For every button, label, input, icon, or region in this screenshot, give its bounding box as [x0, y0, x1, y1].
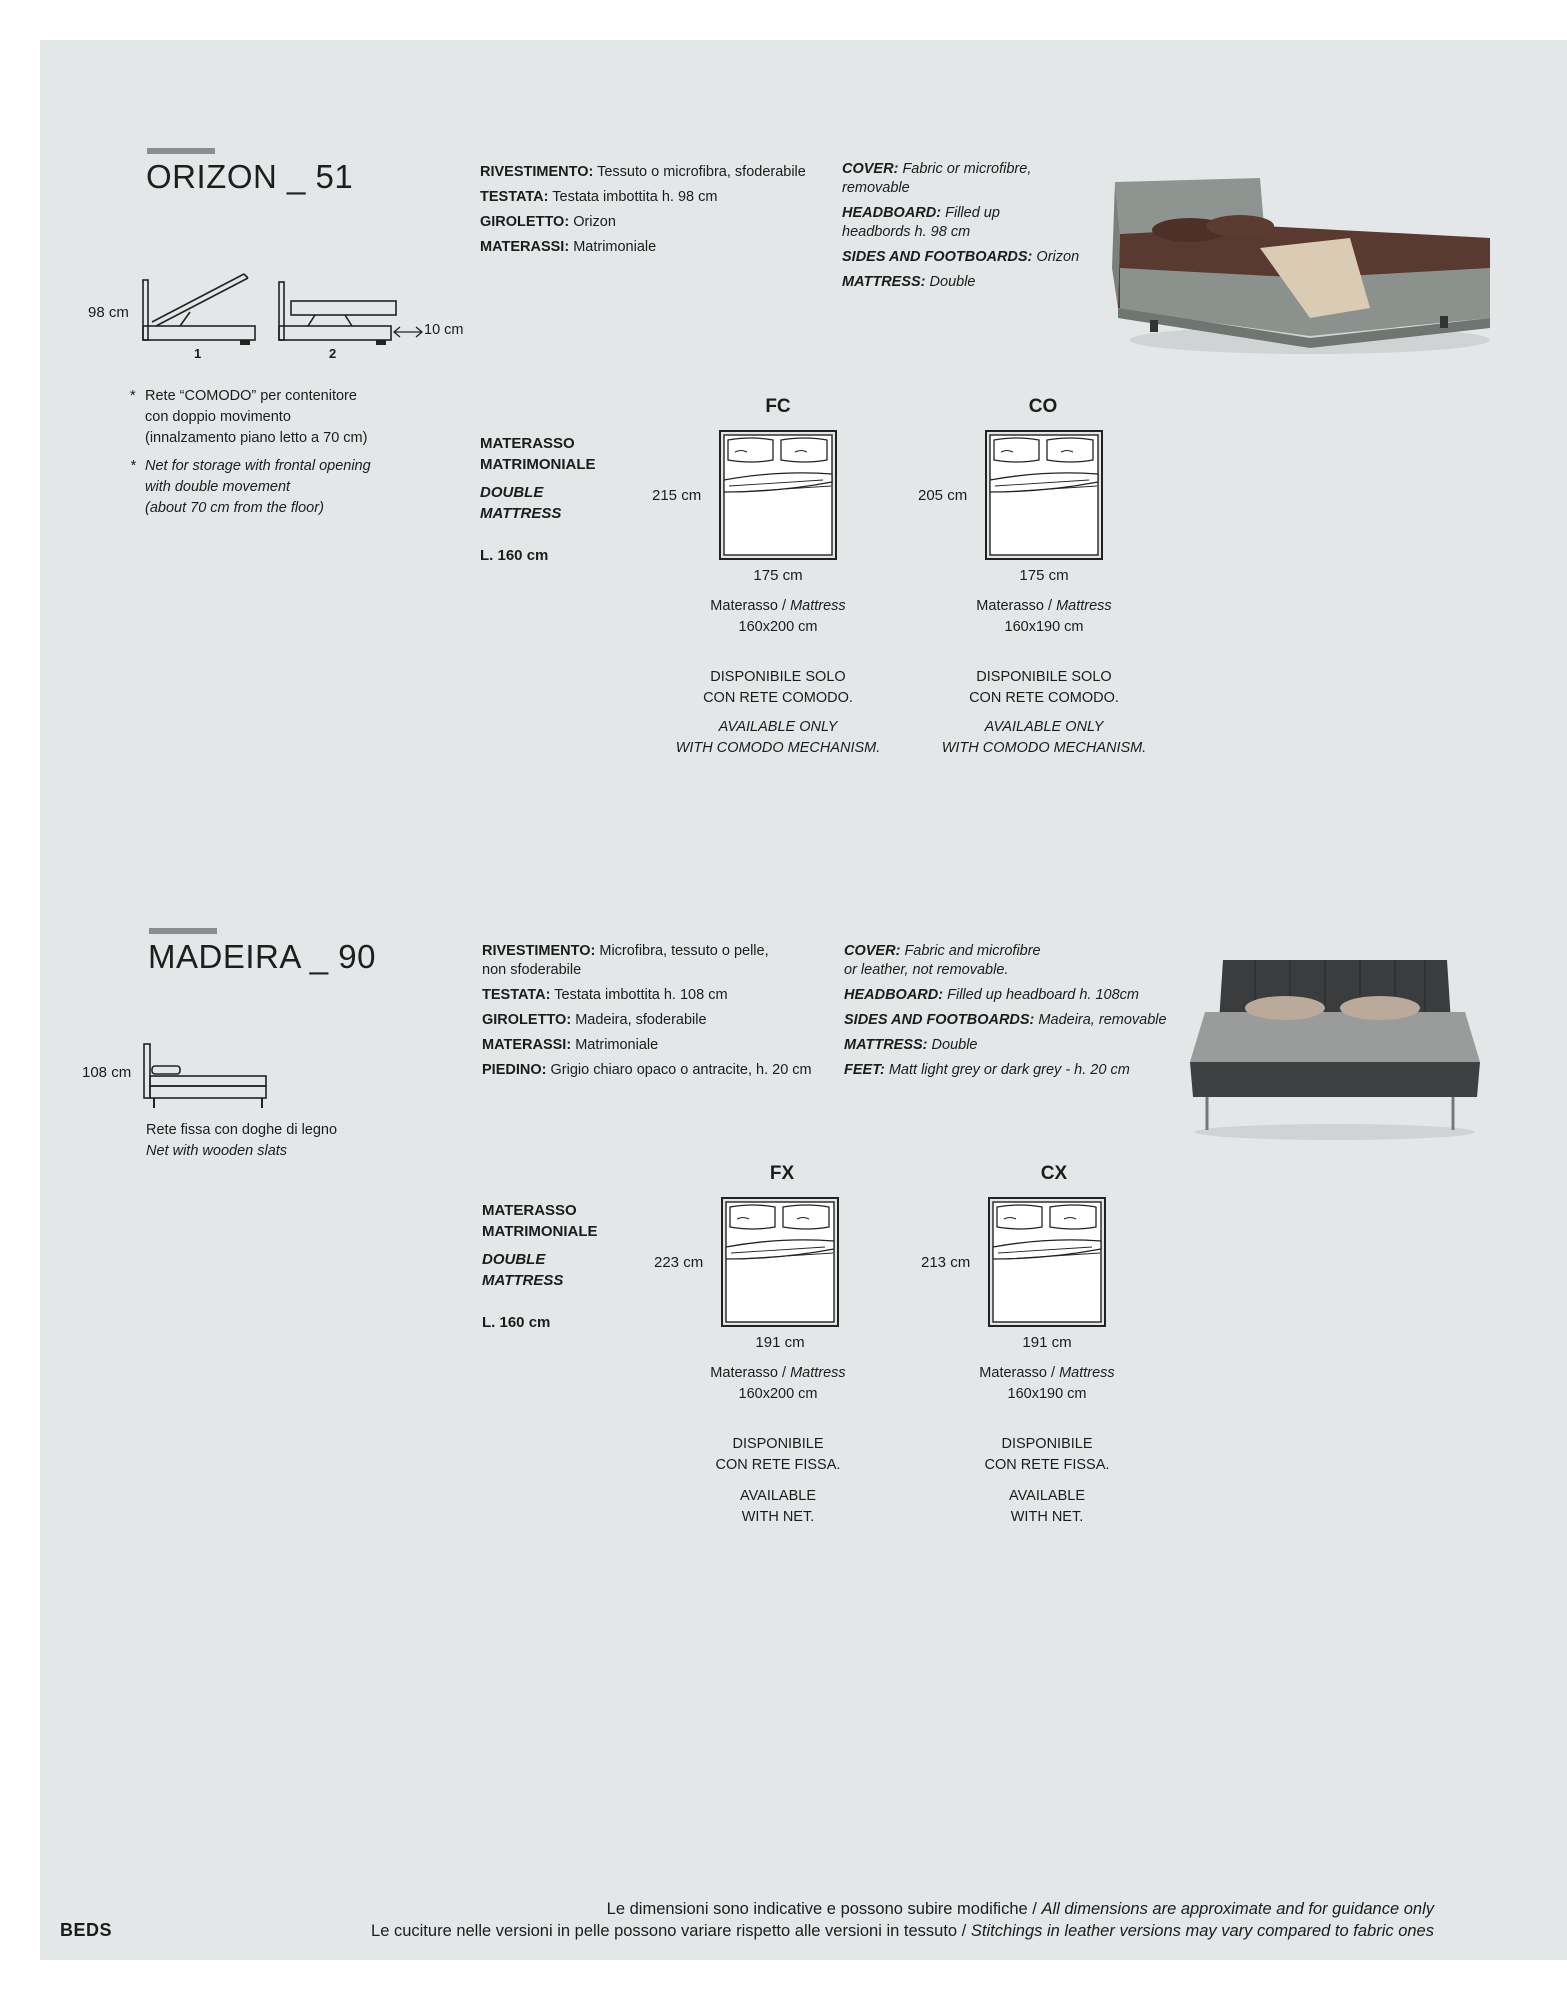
variant-width: 175 cm	[753, 567, 803, 584]
specs-english: COVER: Fabric or microfibre, removable HEADBOARD: Filled up headbords h. 98 cm SIDES AND FOOTBOARDS: Orizon MATTRESS: Double	[842, 161, 1080, 290]
diagram-step-2: 2	[329, 346, 337, 361]
variant-availability-it: DISPONIBILE CON RETE FISSA.	[984, 1436, 1110, 1473]
note-star: *	[130, 458, 136, 474]
variant-mattress-size: Materasso / Mattress 160x190 cm	[979, 1365, 1115, 1402]
variant-code: CO	[1028, 396, 1058, 417]
variant-availability-en: AVAILABLE ONLY WITH COMODO MECHANISM.	[675, 719, 881, 756]
mattress-type-en: DOUBLE MATTRESS	[482, 1251, 564, 1289]
variant-width: 191 cm	[1022, 1334, 1072, 1351]
bed-plan-diagram	[719, 430, 837, 560]
specs-english: COVER: Fabric and microfibre or leather, not removable. HEADBOARD: Filled up headboard h. 108cm SIDES AND FOOTBOARDS: Madeira, removable MATTRESS: Double FEET: Matt light grey or dark grey - h. 20 cm	[844, 943, 1167, 1078]
variant-availability-en: AVAILABLE ONLY WITH COMODO MECHANISM.	[941, 719, 1147, 756]
variant-mattress-size: Materasso / Mattress 160x190 cm	[976, 598, 1112, 635]
mattress-type-en: DOUBLE MATTRESS	[480, 484, 562, 522]
variant-code: FX	[769, 1163, 795, 1184]
variant-length: 215 cm	[652, 487, 702, 504]
variant-mattress-size: Materasso / Mattress 160x200 cm	[710, 1365, 846, 1402]
variant-mattress-size: Materasso / Mattress 160x200 cm	[710, 598, 846, 635]
headboard-height-label: 98 cm	[88, 304, 129, 321]
specs-italian: RIVESTIMENTO: Microfibra, tessuto o pelle, non sfoderabile TESTATA: Testata imbottita h. 108 cm GIROLETTO: Madeira, sfoderabile MATERASSI: Matrimoniale PIEDINO: Grigio chiaro opaco o antracite, h. 20 cm	[482, 943, 812, 1078]
diagram-step-1: 1	[194, 346, 202, 361]
section-accent-bar	[149, 928, 217, 934]
mattress-width: L. 160 cm	[480, 547, 549, 564]
bed-plan-diagram	[988, 1197, 1106, 1327]
variant-availability-en: AVAILABLE WITH NET.	[739, 1488, 817, 1525]
section-label: BEDS	[60, 1920, 113, 1940]
variant-length: 205 cm	[918, 487, 968, 504]
product-title-madeira: MADEIRA _ 90	[148, 938, 376, 975]
bed-plan-diagram	[721, 1197, 839, 1327]
mattress-type-it: MATERASSO MATRIMONIALE	[482, 1202, 598, 1240]
net-note-it: Rete fissa con doghe di legno	[146, 1122, 338, 1138]
section-accent-bar	[147, 148, 215, 154]
note-star: *	[130, 388, 136, 404]
variant-width: 191 cm	[755, 1334, 805, 1351]
variant-code: CX	[1040, 1163, 1068, 1184]
specs-italian: RIVESTIMENTO: Tessuto o microfibra, sfoderabile TESTATA: Testata imbottita h. 98 cm GIROLETTO: Orizon MATERASSI: Matrimoniale	[480, 164, 806, 255]
mattress-type-it: MATERASSO MATRIMONIALE	[480, 435, 596, 473]
opening-extra-depth-label: 10 cm	[424, 322, 464, 338]
variant-availability-it: DISPONIBILE SOLO CON RETE COMODO.	[703, 669, 853, 706]
variant-length: 223 cm	[654, 1254, 704, 1271]
mattress-width: L. 160 cm	[482, 1314, 551, 1331]
variant-availability-it: DISPONIBILE SOLO CON RETE COMODO.	[969, 669, 1119, 706]
variant-availability-it: DISPONIBILE CON RETE FISSA.	[715, 1436, 841, 1473]
headboard-height-label: 108 cm	[82, 1064, 132, 1081]
orizon-bed-photo	[1110, 168, 1500, 358]
net-note-en: Net with wooden slats	[146, 1143, 288, 1159]
variant-code: FC	[765, 396, 791, 417]
madeira-bed-photo	[1185, 952, 1485, 1142]
variant-availability-en: AVAILABLE WITH NET.	[1008, 1488, 1086, 1525]
product-title-orizon: ORIZON _ 51	[146, 158, 354, 195]
footer-disclaimer: Le dimensioni sono indicative e possono subire modifiche / All dimensions are approximate and for guidance only Le cuciture nelle versioni in pelle possono variare rispetto alle versioni in tessuto / Stitchings in leather versions may vary compared to fabric ones	[371, 1900, 1434, 1940]
bed-plan-diagram	[985, 430, 1103, 560]
note-storage-it: Rete “COMODO” per contenitore con doppio movimento (innalzamento piano letto a 70 cm)	[145, 388, 368, 446]
variant-length: 213 cm	[921, 1254, 971, 1271]
fixed-net-diagram	[142, 1042, 272, 1112]
note-storage-en: Net for storage with frontal opening with double movement (about 70 cm from the floor)	[145, 458, 371, 516]
variant-width: 175 cm	[1019, 567, 1069, 584]
storage-mechanism-diagram	[140, 262, 460, 362]
